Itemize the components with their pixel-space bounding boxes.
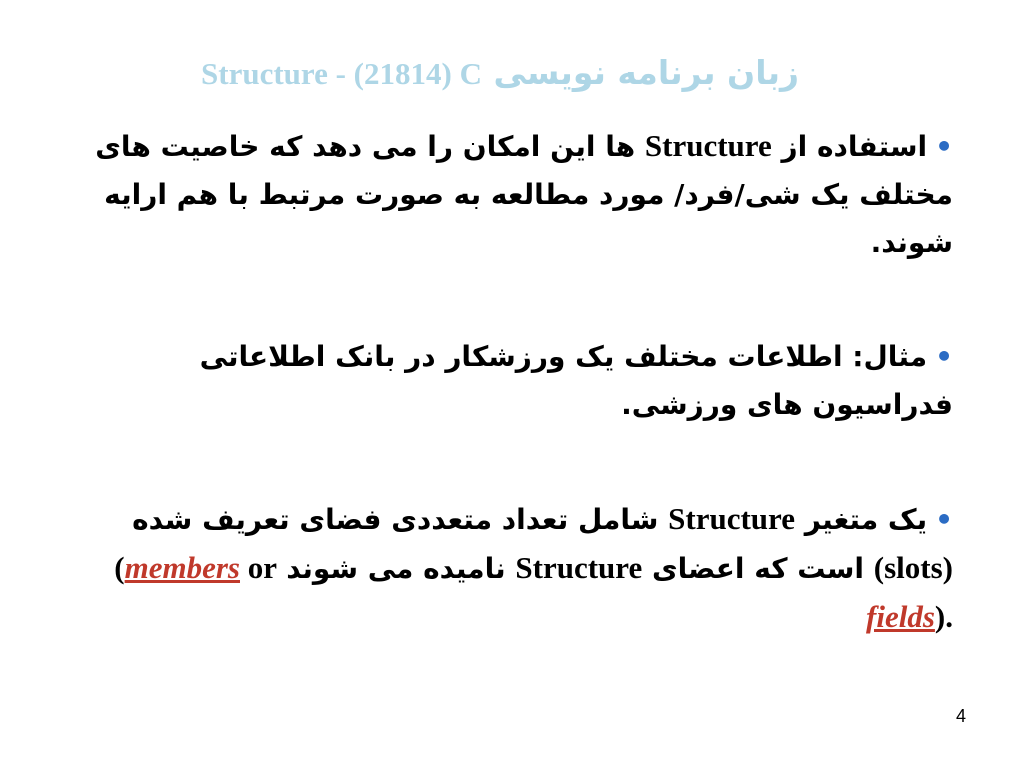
or-word: or	[247, 550, 277, 585]
bullet3-term1: Structure	[668, 501, 795, 536]
bullet3-text-d: نامیده می شوند	[286, 552, 506, 585]
bullet-icon: •	[935, 503, 953, 536]
bullet1-term: Structure	[644, 128, 772, 163]
slide-title	[150, 50, 850, 97]
title-persian: زبان برنامه نویسی	[493, 53, 799, 92]
bullet-list	[80, 122, 953, 708]
bullet-item-structure-variable	[80, 495, 953, 642]
bullet-icon: •	[935, 340, 953, 373]
title-latin: Structure - (21814) C	[201, 56, 482, 91]
bullet-icon: •	[935, 130, 953, 163]
bullet3-text-b: شامل تعداد متعددی فضای تعریف شده	[132, 503, 659, 536]
paren-close: ).	[934, 599, 953, 634]
bullet3-slots: (slots)	[873, 550, 953, 585]
bullet1-text-a: استفاده از	[781, 130, 928, 163]
bullet1-text-b: ها این امکان را می دهد که خاصیت های مختلف یک شی/فرد/ مورد مطالعه به صورت مرتبط با هم ارایه شوند.	[95, 130, 953, 259]
members-term: members	[124, 550, 240, 585]
paren-open: (	[114, 550, 125, 585]
bullet3-text-a: یک متغیر	[804, 503, 928, 536]
bullet-item-example	[80, 333, 953, 429]
bullet2-text: مثال: اطلاعات مختلف یک ورزشکار در بانک اطلاعاتی فدراسیون های ورزشی.	[199, 340, 953, 421]
bullet3-term2: Structure	[515, 550, 643, 585]
fields-term: fields	[866, 599, 935, 634]
bullet-item-structure-usage	[80, 122, 953, 267]
bullet3-text-c: است که اعضای	[652, 552, 865, 585]
page-number: 4	[955, 706, 966, 726]
